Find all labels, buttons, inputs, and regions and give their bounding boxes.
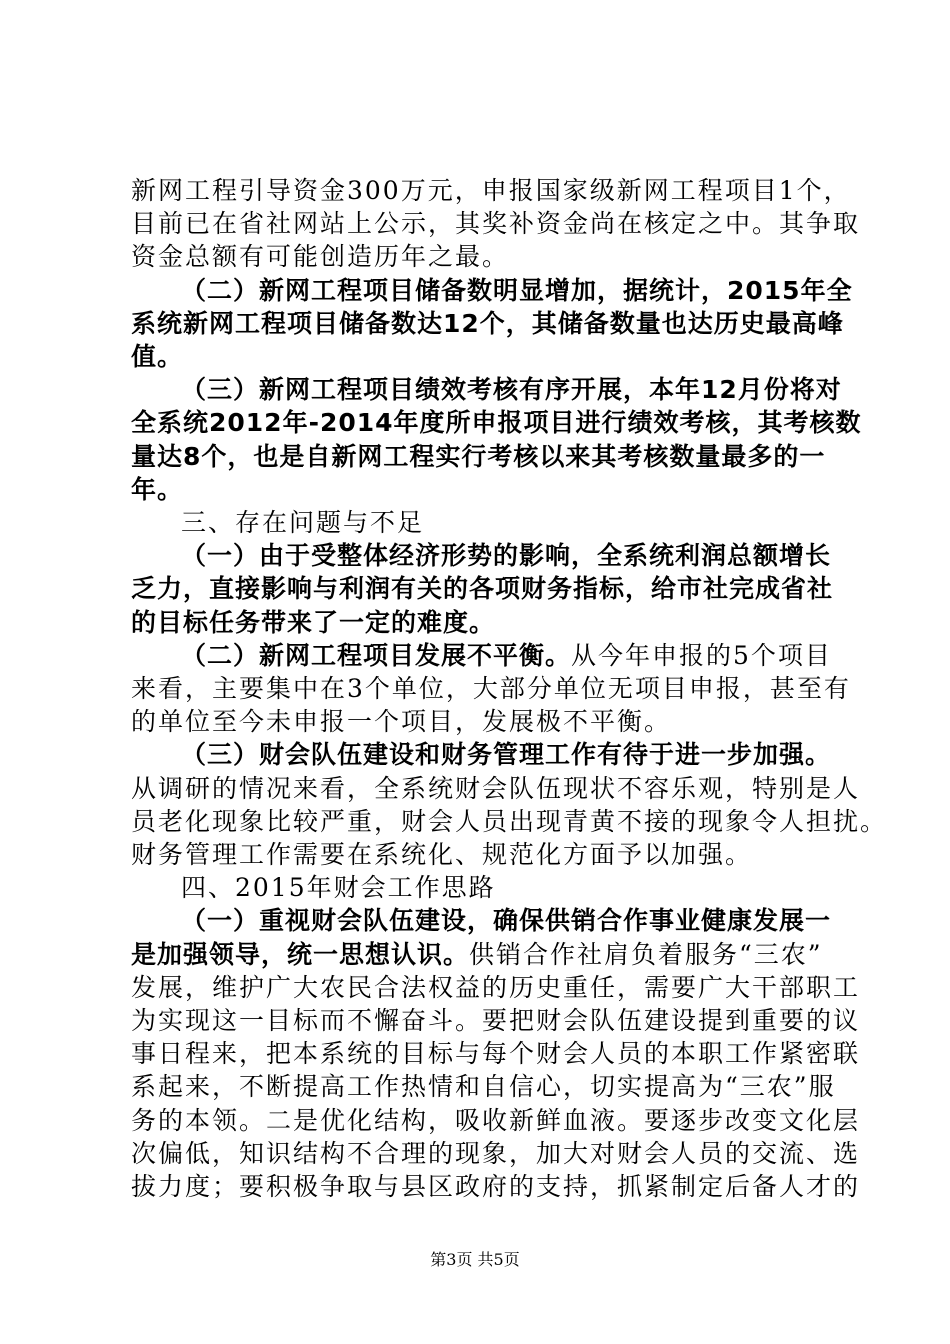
text-line: 量达8个，也是自新网工程实行考核以来其考核数量最多的一 <box>131 442 826 471</box>
text-line: 务的本领。二是优化结构，吸收新鲜血液。要逐步改变文化层 <box>131 1106 861 1135</box>
text-line: 的目标任务带来了一定的难度。 <box>131 608 496 637</box>
text-line: 资金总额有可能创造历年之最。 <box>131 242 510 271</box>
text-span: 供销合作社肩负着服务“三农” <box>469 940 823 969</box>
text-bold-span: 是加强领导，统一思想认识。 <box>131 940 470 969</box>
text-line: 次偏低，知识结构不合理的现象，加大对财会人员的交流、选 <box>131 1139 861 1168</box>
text-line: 值。 <box>131 342 184 371</box>
text-line: 乏力，直接影响与利润有关的各项财务指标，给市社完成省社 <box>131 574 834 603</box>
text-line <box>131 940 823 970</box>
text-line: 系起来，不断提高工作热情和自信心，切实提高为“三农”服 <box>131 1072 836 1101</box>
text-line: （一）重视财会队伍建设，确保供销合作事业健康发展一 <box>181 906 832 935</box>
section-heading: 三、存在问题与不足 <box>181 508 425 537</box>
text-line: 目前已在省社网站上公示，其奖补资金尚在核定之中。其争取 <box>131 209 861 238</box>
text-line: 员老化现象比较严重，财会人员出现青黄不接的现象令人担扰。 <box>131 807 888 836</box>
section-heading: 四、2015年财会工作思路 <box>181 873 496 902</box>
text-line: （二）新网工程项目储备数明显增加，据统计，2015年全 <box>181 276 853 305</box>
text-line: （三）财会队伍建设和财务管理工作有待于进一步加强。 <box>181 740 832 769</box>
text-line: 来看，主要集中在3个单位，大部分单位无项目申报，甚至有 <box>131 674 851 703</box>
text-line: 系统新网工程项目储备数达12个，其储备数量也达历史最高峰 <box>131 309 844 338</box>
text-line: 的单位至今未申报一个项目，发展极不平衡。 <box>131 707 672 736</box>
text-span: 从今年申报的5个项目 <box>571 641 832 670</box>
text-line: （三）新网工程项目绩效考核有序开展，本年12月份将对 <box>181 375 842 404</box>
text-line: 财务管理工作需要在系统化、规范化方面予以加强。 <box>131 840 753 869</box>
text-line: 为实现这一目标而不懈奋斗。要把财会队伍建设提到重要的议 <box>131 1006 861 1035</box>
text-line: 年。 <box>131 475 184 504</box>
text-bold-span: （二）新网工程项目发展不平衡。 <box>181 641 572 670</box>
text-line: （一）由于受整体经济形势的影响，全系统利润总额增长 <box>181 541 832 570</box>
page-footer: 第3页 共5页 <box>430 1250 520 1269</box>
text-line: 事日程来，把本系统的目标与每个财会人员的本职工作紧密联 <box>131 1039 861 1068</box>
text-line: 从调研的情况来看，全系统财会队伍现状不容乐观，特别是人 <box>131 774 861 803</box>
text-line: 发展，维护广大农民合法权益的历史重任，需要广大干部职工 <box>131 973 861 1002</box>
text-line: 拔力度；要积极争取与县区政府的支持，抓紧制定后备人才的 <box>131 1172 861 1201</box>
text-line <box>181 641 832 671</box>
text-line: 新网工程引导资金300万元，申报国家级新网工程项目1个， <box>131 176 851 205</box>
text-line: 全系统2012年-2014年度所申报项目进行绩效考核，其考核数 <box>131 408 862 437</box>
